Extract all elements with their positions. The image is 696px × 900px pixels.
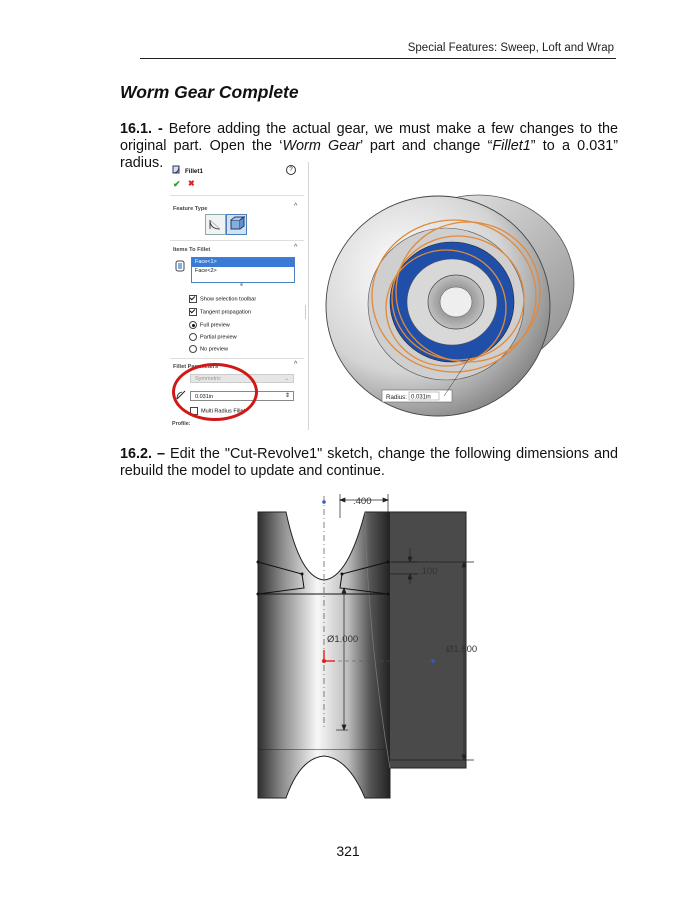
constant-size-fillet-button[interactable] xyxy=(205,214,226,235)
option-label: Full preview xyxy=(200,322,230,329)
face-fillet-button[interactable] xyxy=(226,214,247,235)
fillet-constant-icon xyxy=(206,215,225,234)
no-preview-option[interactable] xyxy=(189,345,228,353)
checkbox[interactable] xyxy=(189,308,197,316)
face-fillet-icon xyxy=(227,215,246,234)
fillet-icon xyxy=(172,165,181,175)
text: ” to a 0.031” radius. xyxy=(120,138,618,171)
worm-gear-3d-view xyxy=(318,178,584,428)
callout-label: Radius: xyxy=(386,394,407,401)
feature-type-label: Feature Type xyxy=(173,206,208,212)
page-header: Special Features: Sweep, Loft and Wrap xyxy=(407,42,614,54)
radio[interactable] xyxy=(189,345,197,353)
help-icon[interactable]: ? xyxy=(286,165,296,175)
dimension-width-value[interactable]: .400 xyxy=(353,496,372,507)
section-title: Worm Gear Complete xyxy=(120,82,299,102)
callout-value: 0.031in xyxy=(411,394,431,401)
option-label: Multi Radius Fillet xyxy=(201,408,246,415)
header-rule xyxy=(140,58,616,59)
option-label: No preview xyxy=(200,346,228,353)
radio[interactable] xyxy=(189,321,197,329)
option-label: Show selection toolbar xyxy=(200,296,257,303)
step-number: 16.1. - xyxy=(120,121,163,137)
profile-label: Profile: xyxy=(172,421,191,427)
ok-button[interactable]: ✔ xyxy=(173,179,181,189)
tangent-propagation-option[interactable] xyxy=(189,308,251,316)
list-item[interactable]: Face<2> xyxy=(195,268,217,274)
text: Before adding the actual gear, we must make a few changes to the original part. Open the ‘ xyxy=(120,121,618,154)
partial-preview-option[interactable] xyxy=(189,333,237,341)
chevron-up-icon[interactable]: ^ xyxy=(294,203,298,210)
full-preview-option[interactable] xyxy=(189,321,230,329)
chevron-down-icon: ⌄ xyxy=(284,376,289,382)
face-selection-icon xyxy=(175,260,185,272)
radio[interactable] xyxy=(189,333,197,341)
input-value: 0.031in xyxy=(195,394,214,400)
option-label: Partial preview xyxy=(200,334,237,341)
divider xyxy=(170,240,304,241)
text: ’ part and change “ xyxy=(360,138,493,154)
dimension-outer-value[interactable]: Ø1.500 xyxy=(446,644,478,655)
panel-splitter[interactable] xyxy=(305,305,310,319)
feature-name: Fillet1 xyxy=(492,138,531,154)
sketch-point xyxy=(322,500,326,504)
resize-handle[interactable] xyxy=(240,283,243,286)
items-to-fillet-label: Items To Fillet xyxy=(173,247,211,253)
cancel-button[interactable]: ✖ xyxy=(188,179,195,188)
chevron-up-icon[interactable]: ^ xyxy=(294,244,298,251)
checkbox[interactable] xyxy=(189,295,197,303)
origin-point xyxy=(322,659,326,663)
divider xyxy=(170,358,304,359)
option-label: Tangent propagation xyxy=(200,309,252,316)
part-name: Worm Gear xyxy=(282,138,361,154)
cut-revolve-sketch xyxy=(240,488,486,818)
select-value: Symmetric xyxy=(195,376,221,382)
chevron-up-icon[interactable]: ^ xyxy=(294,361,298,368)
page-number: 321 xyxy=(336,843,360,859)
spinner-icon[interactable]: ⇕ xyxy=(284,393,290,399)
paragraph-16-2 xyxy=(120,446,618,480)
highlight-circle xyxy=(172,363,258,421)
show-selection-toolbar-option[interactable] xyxy=(189,295,256,303)
dimension-inner-value[interactable]: Ø1.000 xyxy=(327,634,359,645)
step-number: 16.2. – xyxy=(120,446,166,462)
pm-title: Fillet1 xyxy=(185,168,203,175)
text: Edit the "Cut-Revolve1" sketch, change the following dimensions and rebuild the model to update and continue. xyxy=(120,446,618,479)
dimension-depth-value[interactable]: .100 xyxy=(419,566,438,577)
divider xyxy=(170,195,304,196)
list-item[interactable]: Face<1> xyxy=(192,258,294,267)
fillet-parameters-label: Fillet Parameters xyxy=(173,364,219,370)
faces-list[interactable] xyxy=(191,257,295,283)
